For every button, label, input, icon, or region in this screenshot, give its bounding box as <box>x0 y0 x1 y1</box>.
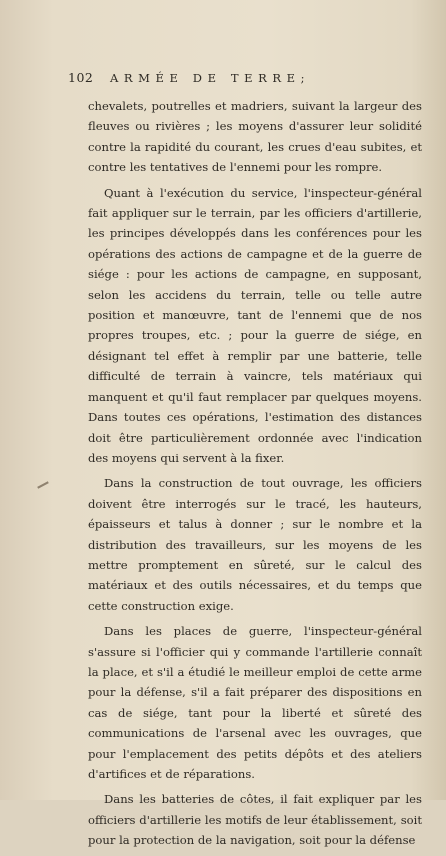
running-head: ARMÉE DE TERRE; <box>110 71 311 85</box>
page-number: 102 <box>68 70 94 85</box>
paragraph-5: Dans les batteries de côtes, il fait expliquer par les officiers d'artillerie les motifs de leur établissement, soit pour la protection de la navigation, soit pour la défense <box>88 792 422 848</box>
paragraph-4: Dans les places de guerre, l'inspecteur-général s'assure si l'officier qui y commande l'artillerie connaît la place, et s'il a étudié le meilleur emploi de cette arme pour la défense, s'il a fait préparer des dispositions en cas de siége, tant pour la liberté et sûreté des communications de l'arsenal avec les ouvrages, que pour l'emplacement des petits dépôts et des ateliers d'artifices et de réparations. <box>88 624 422 781</box>
page-header <box>68 70 408 85</box>
margin-pencil-mark <box>37 481 49 488</box>
paragraph-2: Quant à l'exécution du service, l'inspecteur-général fait appliquer sur le terrain, par les officiers d'artillerie, les principes développés dans les conférences pour les opérations des actions de campagne et de la guerre de siége : pour les actions de campagne, en supposant, selon les accidens du terrain, telle ou telle autre position et manœuvre, tant de l'ennemi que de nos propres troupes, etc. ; pour la guerre de siége, en désignant tel effet à remplir par une batterie, telle difficulté de terrain à vaincre, tels matériaux qui manquent et qu'il faut remplacer par quelques moyens. Dans toutes ces opérations, l'estimation des distances doit être particulièrement ordonnée avec l'indication des moyens qui servent à la fixer. <box>88 185 422 465</box>
paragraph-1: chevalets, poutrelles et madriers, suivant la largeur des fleuves ou rivières ; les moyens d'assurer leur solidité contre la rapidité du courant, les crues d'eau subites, et contre les tentatives de l'ennemi pour les rompre. <box>88 99 422 175</box>
paragraph-3: Dans la construction de tout ouvrage, les officiers doivent être interrogés sur le tracé, les hauteurs, épaisseurs et talus à donner ; sur le nombre et la distribution des travailleurs, sur les moyens de les mettre promptement en sûreté, sur le calcul des matériaux et des outils nécessaires, et du temps que cette construction exige. <box>88 476 422 613</box>
body-text <box>88 96 422 856</box>
